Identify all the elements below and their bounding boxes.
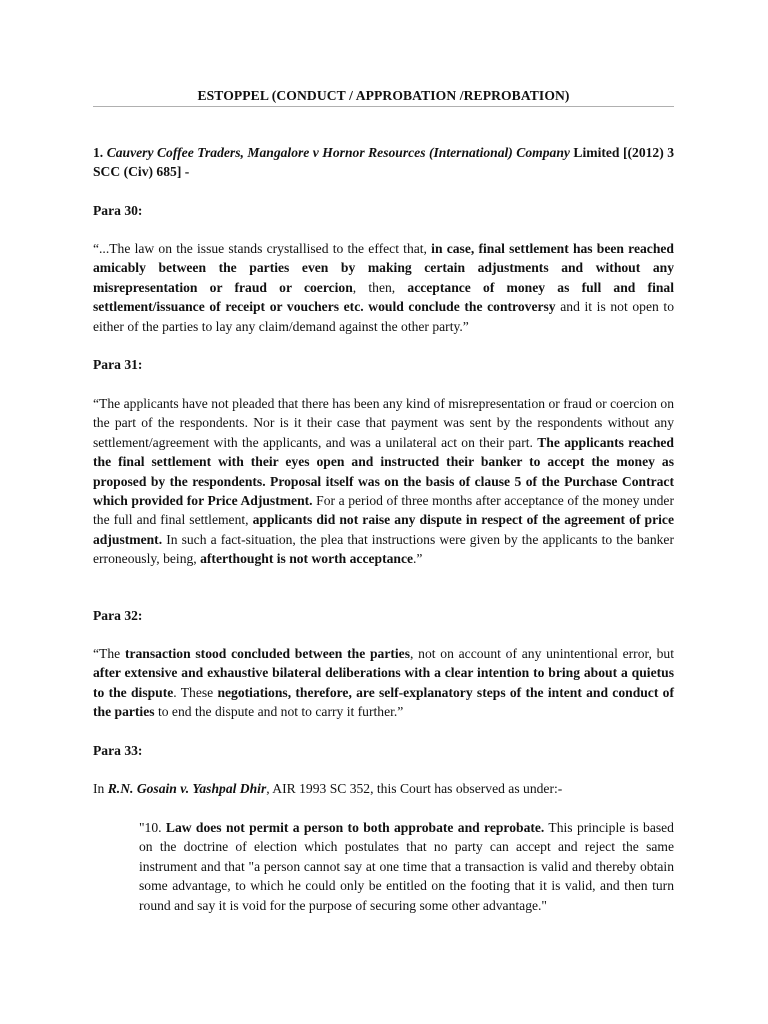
para-31-t1: “The applicants have not pleaded that there has been any kind of misrepresentation or fraud or coercion on the part of the respondents. Nor is it their case that payment was sent by the respondents without any settlement/agreement with the applicants, and was a unilateral act on their part. bbox=[93, 396, 674, 450]
para-33-heading: Para 33: bbox=[93, 743, 143, 758]
case-name: Cauvery Coffee Traders, Mangalore v Hornor Resources (International) Company bbox=[106, 145, 570, 160]
title-divider bbox=[93, 106, 674, 107]
para-31-t4: .” bbox=[413, 551, 423, 567]
para-32-b1: transaction stood concluded between the parties bbox=[124, 646, 411, 661]
para-32-heading: Para 32: bbox=[93, 608, 143, 623]
para-33-quote bbox=[139, 818, 674, 915]
para-31-b1: The applicants reached the final settlement with their eyes open and instructed their banker to accept the money as proposed by the respondents. Proposal itself was on the basis of clause 5 of the Purchase Contract which provided for Price Adjustment. bbox=[93, 434, 674, 509]
para-33-intro bbox=[93, 779, 674, 798]
para-32-b2: after extensive and exhaustive bilateral deliberations with a clear intention to bring about a quietus to the dispute bbox=[93, 665, 674, 700]
document-title: ESTOPPEL (CONDUCT / APPROBATION /REPROBATION) bbox=[197, 88, 570, 103]
para-32-t3: . These bbox=[173, 684, 218, 700]
para-31-text bbox=[93, 394, 674, 569]
para-31-heading: Para 31: bbox=[93, 357, 143, 372]
para-30-b1: in case, final settlement has been reached amicably between the parties even by making certain adjustments and without any misrepresentation or fraud or coercion bbox=[93, 241, 674, 295]
para-32-text bbox=[93, 644, 674, 722]
para-31-t3: In such a fact-situation, the plea that instructions were given by the applicants to the banker erroneously, being, bbox=[93, 531, 674, 567]
quote-t1: "10. bbox=[139, 820, 166, 835]
para-32-b3: negotiations, therefore, are self-explanatory steps of the intent and conduct of the parties bbox=[93, 684, 674, 720]
quote-b1: Law does not permit a person to both approbate and reprobate. bbox=[165, 820, 545, 835]
para-30-heading: Para 30: bbox=[93, 203, 143, 218]
para-33-t2: , AIR 1993 SC 352, this Court has observed as under:- bbox=[266, 781, 563, 796]
para-32-t2: , not on account of any unintentional error, but bbox=[410, 646, 675, 661]
para-30-text bbox=[93, 239, 674, 336]
case-citation-tail: Limited [(2012) 3 SCC (Civ) 685] - bbox=[93, 145, 675, 180]
case-citation-1 bbox=[93, 143, 674, 182]
para-32-t1: “The bbox=[93, 646, 125, 661]
para-31-t2: For a period of three months after acceptance of the money under the full and final settlement, bbox=[93, 493, 674, 528]
para-31-b3: afterthought is not worth acceptance bbox=[200, 551, 414, 567]
para-30-t1: “...The law on the issue stands crystallised to the effect that, bbox=[93, 241, 432, 256]
case-number: 1. bbox=[93, 145, 107, 160]
para-30-t3: and it is not open to either of the parties to lay any claim/demand against the other party.” bbox=[93, 299, 674, 334]
para-32-t4: to end the dispute and not to carry it further.” bbox=[154, 704, 404, 720]
para-30-b2: acceptance of money as full and final settlement/issuance of receipt or vouchers etc. would conclude the controversy bbox=[93, 279, 674, 315]
quote-t2: This principle is based on the doctrine of election which postulates that no party can accept and reject the same instrument and that "a person cannot say at one time that a transaction is valid and thereby obtain some advantage, to which he could only be entitled on the footing that it is valid, and then turn round and say it is void for the purpose of securing some other advantage." bbox=[139, 820, 674, 913]
para-31-b2: applicants did not raise any dispute in respect of the agreement of price adjustment. bbox=[93, 512, 674, 547]
para-33-case-name: R.N. Gosain v. Yashpal Dhir bbox=[107, 781, 267, 796]
para-30-t2: , then, bbox=[352, 279, 408, 295]
para-33-t1: In bbox=[93, 781, 108, 796]
